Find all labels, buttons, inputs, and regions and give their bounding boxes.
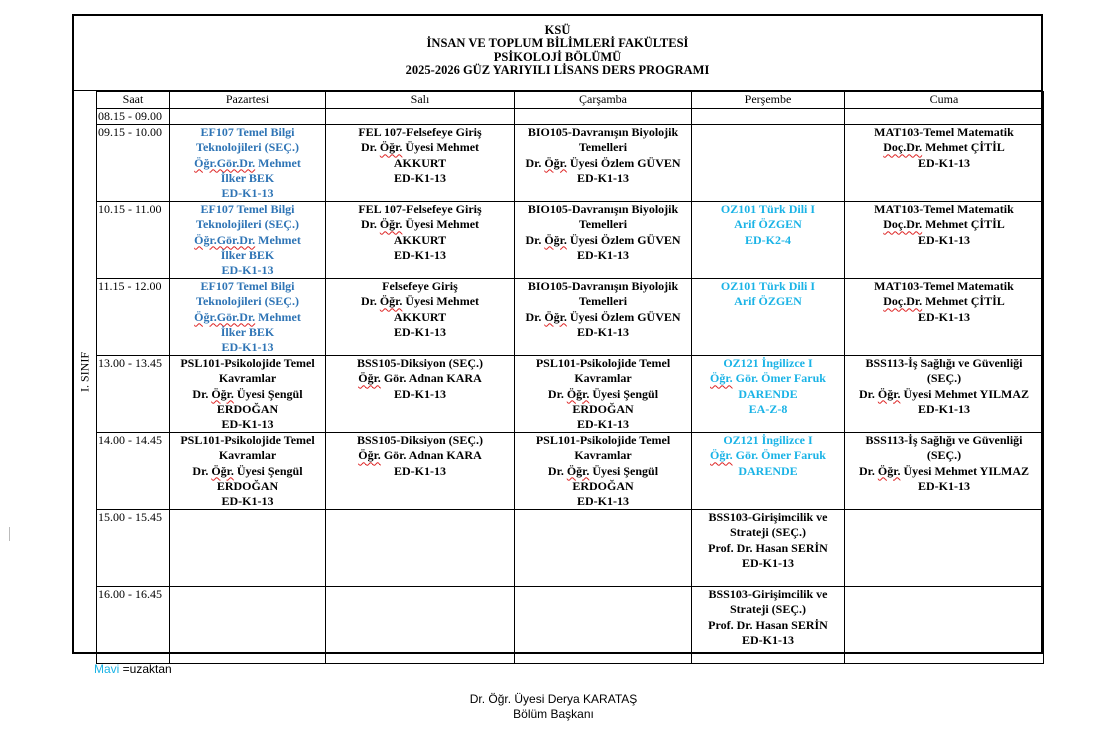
course-line: ED-K1-13 bbox=[394, 170, 446, 185]
course-line: PSL101-Psikolojide Temel bbox=[535, 433, 671, 448]
course-line: MAT103-Temel Matematik bbox=[874, 125, 1014, 140]
course-line: Teknolojileri (SEÇ.) bbox=[196, 140, 299, 155]
course-line: Dr. Öğr. Üyesi Şengül bbox=[192, 463, 303, 478]
course-line: ED-K1-13 bbox=[221, 340, 274, 355]
column-header-friday: Cuma bbox=[845, 92, 1044, 109]
course-cell-monday bbox=[170, 279, 326, 356]
course-line: Öğr. Gör. Adnan KARA bbox=[358, 371, 482, 386]
course-line: BIO105-Davranışın Biyolojik bbox=[527, 202, 679, 217]
schedule-frame bbox=[72, 14, 1043, 654]
time-slot: 08.15 - 09.00 bbox=[97, 109, 170, 125]
time-slot: 10.15 - 11.00 bbox=[97, 202, 170, 279]
time-slot: 14.00 - 14.45 bbox=[97, 433, 170, 510]
time-slot: 13.00 - 13.45 bbox=[97, 356, 170, 433]
course-cell-tuesday bbox=[326, 125, 515, 202]
course-cell-friday bbox=[845, 202, 1044, 279]
course-line: İlker BEK bbox=[220, 324, 275, 339]
course-cell-thursday bbox=[692, 587, 845, 664]
course-line: EF107 Temel Bilgi bbox=[200, 202, 295, 217]
course-line: EF107 Temel Bilgi bbox=[200, 125, 295, 140]
course-line: (SEÇ.) bbox=[926, 371, 962, 386]
table-row bbox=[97, 587, 1044, 664]
course-cell-tuesday bbox=[326, 109, 515, 125]
course-line: Strateji (SEÇ.) bbox=[730, 525, 806, 540]
course-cell-monday bbox=[170, 202, 326, 279]
course-line: Öğr.Gör.Dr. Mehmet bbox=[194, 155, 301, 170]
course-line: ED-K1-13 bbox=[577, 494, 629, 509]
course-line: Dr. Öğr. Üyesi Mehmet bbox=[360, 140, 480, 155]
course-cell-monday bbox=[170, 356, 326, 433]
course-line: ED-K1-13 bbox=[394, 324, 446, 339]
course-line: Prof. Dr. Hasan SERİN bbox=[708, 617, 828, 632]
signature-block bbox=[0, 692, 1107, 722]
header-faculty: İNSAN VE TOPLUM BİLİMLERİ FAKÜLTESİ bbox=[426, 36, 689, 51]
legend bbox=[94, 662, 172, 676]
course-line: BSS103-Girişimcilik ve bbox=[708, 587, 828, 602]
course-line: ED-K1-13 bbox=[394, 463, 446, 478]
course-line: ED-K1-13 bbox=[394, 247, 446, 262]
course-line: PSL101-Psikolojide Temel bbox=[535, 356, 671, 371]
column-header-wednesday: Çarşamba bbox=[515, 92, 692, 109]
course-line: ED-K1-13 bbox=[221, 186, 274, 201]
course-cell-thursday bbox=[692, 433, 845, 510]
signature-name: Dr. Öğr. Üyesi Derya KARATAŞ bbox=[469, 692, 638, 706]
table-row bbox=[97, 202, 1044, 279]
document-header bbox=[74, 16, 1041, 91]
class-year-column bbox=[74, 91, 97, 652]
course-line: Arif ÖZGEN bbox=[734, 217, 802, 232]
course-line: Prof. Dr. Hasan SERİN bbox=[708, 540, 828, 555]
course-cell-wednesday bbox=[515, 356, 692, 433]
course-line: ED-K1-13 bbox=[918, 232, 970, 247]
course-line: Öğr. Gör. Adnan KARA bbox=[358, 448, 482, 463]
course-line: EA-Z-8 bbox=[748, 401, 788, 416]
course-cell-wednesday bbox=[515, 433, 692, 510]
course-line: EF107 Temel Bilgi bbox=[200, 279, 295, 294]
course-cell-friday bbox=[845, 510, 1044, 587]
course-line: ERDOĞAN bbox=[572, 401, 634, 416]
course-line: BSS113-İş Sağlığı ve Güvenliği bbox=[865, 356, 1023, 371]
course-line: Temelleri bbox=[578, 217, 628, 232]
course-cell-wednesday bbox=[515, 279, 692, 356]
course-cell-wednesday bbox=[515, 109, 692, 125]
legend-text: =uzaktan bbox=[119, 662, 172, 676]
course-cell-tuesday bbox=[326, 279, 515, 356]
course-cell-tuesday bbox=[326, 202, 515, 279]
course-cell-wednesday bbox=[515, 587, 692, 664]
course-line: DARENDE bbox=[738, 463, 798, 478]
course-line: Dr. Öğr. Üyesi Özlem GÜVEN bbox=[525, 232, 681, 247]
course-line: Dr. Öğr. Üyesi Özlem GÜVEN bbox=[525, 309, 681, 324]
course-cell-thursday bbox=[692, 510, 845, 587]
course-line: Dr. Öğr. Üyesi Mehmet YILMAZ bbox=[859, 463, 1029, 478]
course-line: Öğr.Gör.Dr. Mehmet bbox=[194, 309, 301, 324]
column-header-monday: Pazartesi bbox=[170, 92, 326, 109]
course-line: Felsefeye Giriş bbox=[382, 279, 458, 294]
course-line: Kavramlar bbox=[574, 371, 632, 386]
signature-title: Bölüm Başkanı bbox=[513, 707, 594, 721]
course-cell-tuesday bbox=[326, 356, 515, 433]
course-cell-thursday bbox=[692, 279, 845, 356]
header-department: PSİKOLOJİ BÖLÜMÜ bbox=[493, 49, 622, 64]
course-line: ED-K1-13 bbox=[742, 555, 794, 570]
course-line: ED-K1-13 bbox=[577, 324, 629, 339]
course-line: Arif ÖZGEN bbox=[734, 294, 802, 309]
course-line: Doç.Dr. Mehmet ÇİTİL bbox=[883, 140, 1005, 155]
course-cell-monday bbox=[170, 433, 326, 510]
course-cell-friday bbox=[845, 356, 1044, 433]
course-line: Kavramlar bbox=[218, 371, 277, 386]
table-row bbox=[97, 510, 1044, 587]
header-program-title: 2025-2026 GÜZ YARIYILI LİSANS DERS PROGRAMI bbox=[405, 63, 710, 78]
column-header-time: Saat bbox=[97, 92, 170, 109]
course-cell-wednesday bbox=[515, 510, 692, 587]
course-line: ERDOĞAN bbox=[216, 401, 279, 416]
course-line: İlker BEK bbox=[220, 247, 275, 262]
course-line: Kavramlar bbox=[218, 448, 277, 463]
course-line: ED-K1-13 bbox=[221, 417, 274, 432]
schedule-table bbox=[96, 91, 1044, 664]
course-line: ED-K1-13 bbox=[918, 155, 970, 170]
course-line: Temelleri bbox=[578, 140, 628, 155]
course-line: ED-K1-13 bbox=[918, 401, 970, 416]
course-line: BIO105-Davranışın Biyolojik bbox=[527, 125, 679, 140]
time-slot: 09.15 - 10.00 bbox=[97, 125, 170, 202]
course-line: Teknolojileri (SEÇ.) bbox=[196, 217, 299, 232]
course-line: BSS105-Diksiyon (SEÇ.) bbox=[356, 433, 484, 448]
course-line: Dr. Öğr. Üyesi Şengül bbox=[547, 386, 659, 401]
course-line: Dr. Öğr. Üyesi Mehmet bbox=[360, 294, 480, 309]
course-cell-friday bbox=[845, 125, 1044, 202]
course-line: Dr. Öğr. Üyesi Şengül bbox=[547, 463, 659, 478]
course-cell-tuesday bbox=[326, 433, 515, 510]
course-line: ED-K1-13 bbox=[221, 494, 274, 509]
course-line: ED-K2-4 bbox=[745, 232, 791, 247]
course-line: Strateji (SEÇ.) bbox=[730, 602, 806, 617]
table-row bbox=[97, 125, 1044, 202]
course-line: Öğr. Gör. Ömer Faruk bbox=[710, 448, 826, 463]
course-line: (SEÇ.) bbox=[926, 448, 962, 463]
course-line: ED-K1-13 bbox=[577, 417, 629, 432]
course-cell-thursday bbox=[692, 109, 845, 125]
course-line: Kavramlar bbox=[574, 448, 632, 463]
course-line: OZ121 İngilizce I bbox=[723, 356, 813, 371]
column-header-tuesday: Salı bbox=[326, 92, 515, 109]
class-year-label: I. SINIF bbox=[77, 351, 92, 392]
time-slot: 11.15 - 12.00 bbox=[97, 279, 170, 356]
course-line: ERDOĞAN bbox=[216, 478, 279, 493]
margin-mark bbox=[9, 527, 10, 541]
table-row bbox=[97, 356, 1044, 433]
course-cell-thursday bbox=[692, 125, 845, 202]
course-line: AKKURT bbox=[393, 232, 447, 247]
course-line: BSS105-Diksiyon (SEÇ.) bbox=[356, 356, 484, 371]
column-header-thursday: Perşembe bbox=[692, 92, 845, 109]
course-cell-monday bbox=[170, 125, 326, 202]
course-line: PSL101-Psikolojide Temel bbox=[180, 356, 315, 371]
course-cell-thursday bbox=[692, 356, 845, 433]
course-line: Öğr. Gör. Ömer Faruk bbox=[710, 371, 826, 386]
course-line: Dr. Öğr. Üyesi Mehmet YILMAZ bbox=[859, 386, 1029, 401]
course-line: ED-K1-13 bbox=[918, 478, 970, 493]
table-row bbox=[97, 279, 1044, 356]
time-slot: 15.00 - 15.45 bbox=[97, 510, 170, 587]
course-line: ERDOĞAN bbox=[572, 478, 634, 493]
course-line: FEL 107-Felsefeye Giriş bbox=[358, 125, 482, 140]
course-line: AKKURT bbox=[393, 309, 447, 324]
course-cell-tuesday bbox=[326, 510, 515, 587]
course-line: Öğr.Gör.Dr. Mehmet bbox=[194, 232, 301, 247]
course-line: Temelleri bbox=[578, 294, 628, 309]
course-line: Dr. Öğr. Üyesi Özlem GÜVEN bbox=[525, 155, 681, 170]
course-cell-thursday bbox=[692, 202, 845, 279]
course-line: OZ101 Türk Dili I bbox=[720, 202, 816, 217]
course-line: MAT103-Temel Matematik bbox=[874, 202, 1014, 217]
course-line: BSS113-İş Sağlığı ve Güvenliği bbox=[865, 433, 1023, 448]
course-line: ED-K1-13 bbox=[742, 632, 794, 647]
course-cell-monday bbox=[170, 587, 326, 664]
course-line: Dr. Öğr. Üyesi Mehmet bbox=[360, 217, 480, 232]
course-line: Dr. Öğr. Üyesi Şengül bbox=[192, 386, 303, 401]
time-slot: 16.00 - 16.45 bbox=[97, 587, 170, 664]
course-line: ED-K1-13 bbox=[394, 386, 446, 401]
table-header-row bbox=[97, 92, 1044, 109]
course-line: AKKURT bbox=[393, 155, 447, 170]
schedule-body bbox=[97, 109, 1044, 664]
course-line: BIO105-Davranışın Biyolojik bbox=[527, 279, 679, 294]
course-cell-friday bbox=[845, 109, 1044, 125]
course-cell-wednesday bbox=[515, 125, 692, 202]
course-cell-tuesday bbox=[326, 587, 515, 664]
course-line: DARENDE bbox=[738, 386, 798, 401]
course-line: Doç.Dr. Mehmet ÇİTİL bbox=[883, 217, 1005, 232]
header-university: KSÜ bbox=[544, 23, 571, 37]
course-cell-monday bbox=[170, 510, 326, 587]
course-line: ED-K1-13 bbox=[577, 247, 629, 262]
course-line: İlker BEK bbox=[220, 170, 275, 185]
course-cell-wednesday bbox=[515, 202, 692, 279]
course-cell-friday bbox=[845, 433, 1044, 510]
course-line: ED-K1-13 bbox=[918, 309, 970, 324]
course-cell-monday bbox=[170, 109, 326, 125]
course-line: ED-K1-13 bbox=[577, 170, 629, 185]
course-cell-friday bbox=[845, 279, 1044, 356]
legend-color-word: Mavi bbox=[94, 662, 120, 676]
table-row bbox=[97, 109, 1044, 125]
course-line: Teknolojileri (SEÇ.) bbox=[196, 294, 299, 309]
course-line: OZ101 Türk Dili I bbox=[720, 279, 816, 294]
course-line: OZ121 İngilizce I bbox=[723, 433, 813, 448]
course-line: MAT103-Temel Matematik bbox=[874, 279, 1014, 294]
course-line: FEL 107-Felsefeye Giriş bbox=[358, 202, 482, 217]
course-cell-friday bbox=[845, 587, 1044, 664]
table-row bbox=[97, 433, 1044, 510]
course-line: PSL101-Psikolojide Temel bbox=[180, 433, 315, 448]
course-line: BSS103-Girişimcilik ve bbox=[708, 510, 828, 525]
course-line: ED-K1-13 bbox=[221, 263, 274, 278]
course-line: Doç.Dr. Mehmet ÇİTİL bbox=[883, 294, 1005, 309]
